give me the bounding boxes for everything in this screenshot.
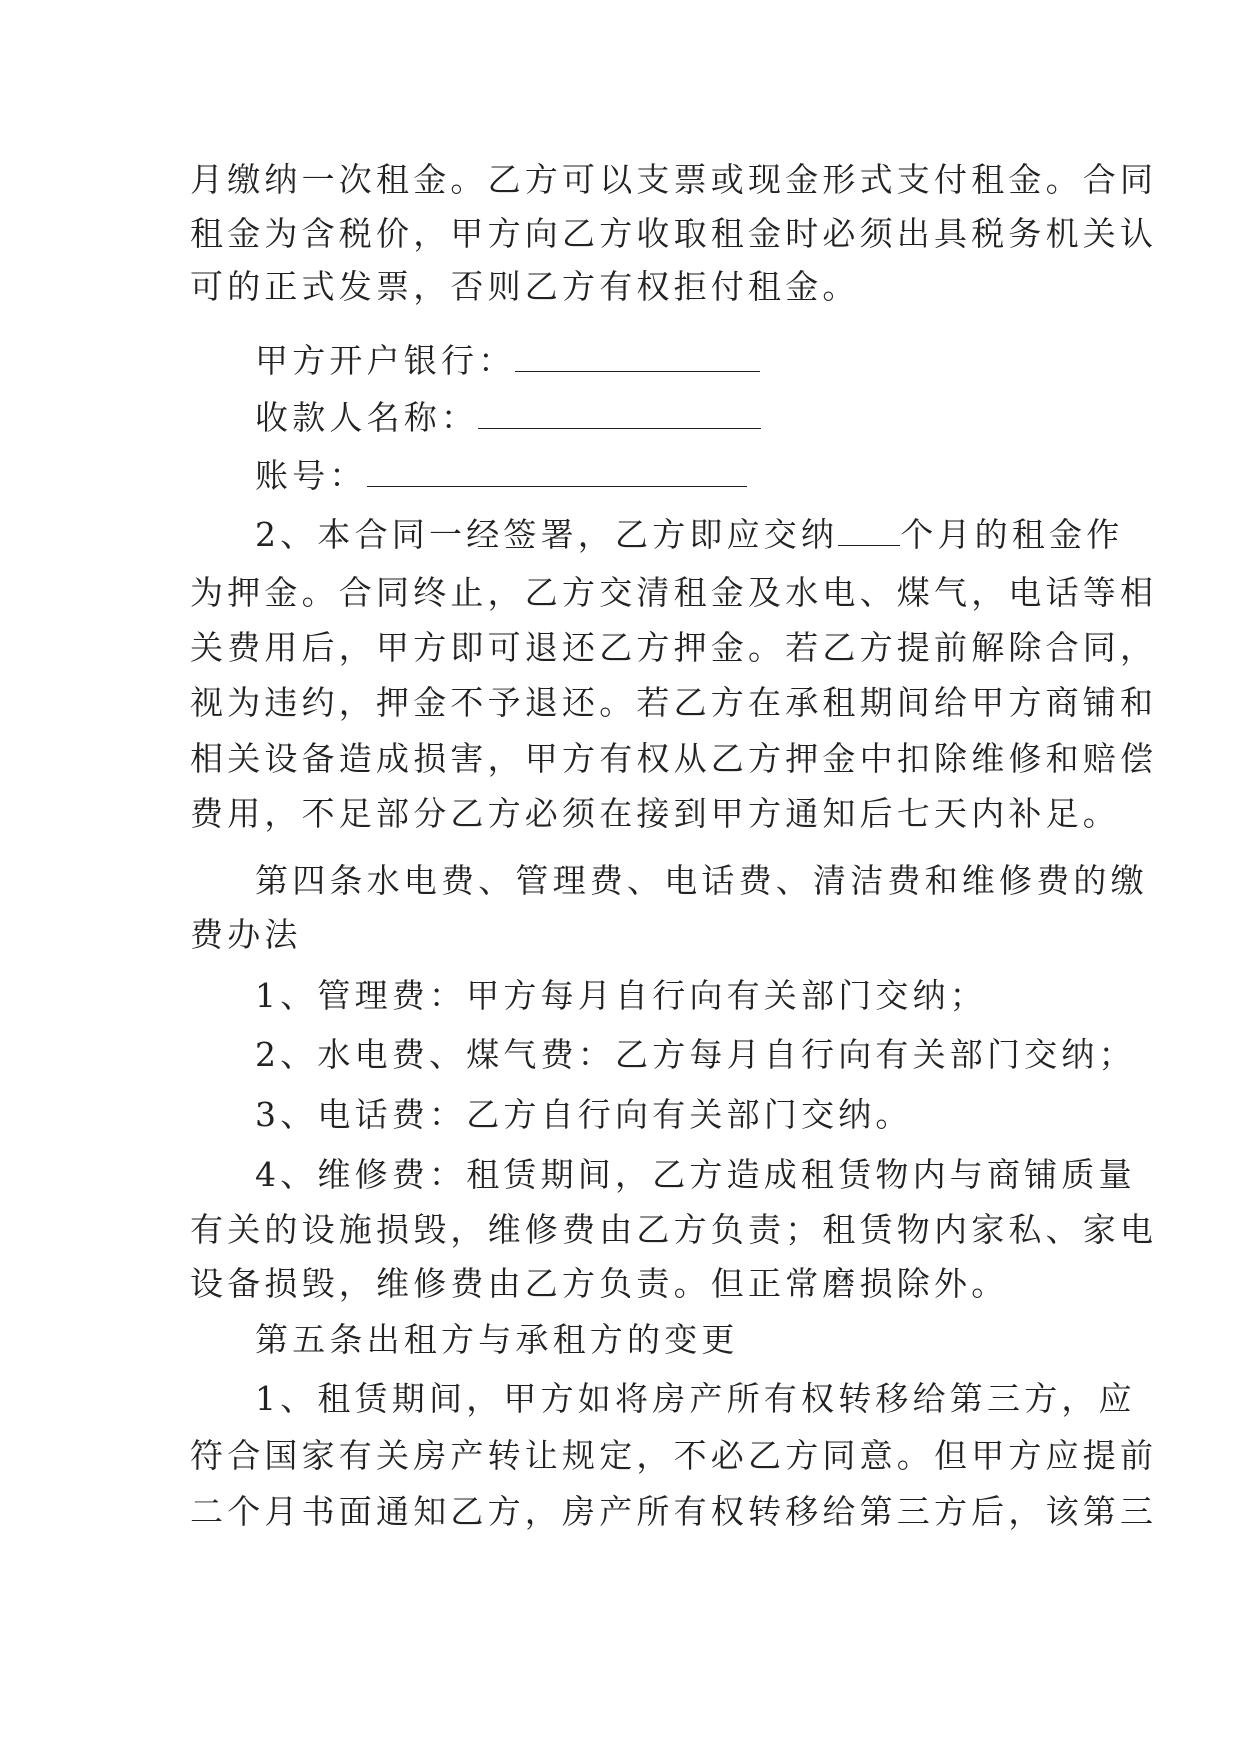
account-field — [255, 454, 747, 498]
bank-label: 甲方开户银行： — [255, 341, 516, 380]
paragraph-line: 为押金。合同终止，乙方交清租金及水电、煤气，电话等相 — [190, 573, 1158, 612]
section-heading: 第四条水电费、管理费、电话费、清洁费和维修费的缴 — [255, 861, 1148, 900]
bank-blank — [515, 341, 760, 372]
paragraph-line: 租金为含税价，甲方向乙方收取租金时必须出具税务机关认 — [190, 214, 1158, 253]
account-label: 账号： — [255, 456, 367, 495]
paragraph-line: 符合国家有关房产转让规定，不必乙方同意。但甲方应提前 — [190, 1436, 1158, 1475]
bank-field — [255, 339, 760, 383]
deposit-months-blank — [838, 515, 900, 546]
paragraph-line: 费用，不足部分乙方必须在接到甲方通知后七天内补足。 — [190, 794, 1120, 833]
paragraph-line: 费办法 — [190, 915, 302, 954]
deposit-clause-end: 个月的租金作 — [900, 515, 1124, 554]
deposit-clause-start: 2、本合同一经签署，乙方即应交纳 — [255, 515, 839, 554]
section-heading: 第五条出租方与承租方的变更 — [255, 1320, 739, 1359]
deposit-clause-line — [255, 513, 1123, 557]
list-item: 1、管理费：甲方每月自行向有关部门交纳； — [255, 976, 987, 1015]
payee-label: 收款人名称： — [255, 398, 479, 437]
paragraph-line: 相关设备造成损害，甲方有权从乙方押金中扣除维修和赔偿 — [190, 739, 1158, 778]
paragraph-line: 月缴纳一次租金。乙方可以支票或现金形式支付租金。合同 — [190, 160, 1158, 199]
list-item: 4、维修费：租赁期间，乙方造成租赁物内与商铺质量 — [255, 1155, 1136, 1194]
list-item: 1、租赁期间，甲方如将房产所有权转移给第三方，应 — [255, 1379, 1136, 1418]
payee-field — [255, 396, 761, 440]
paragraph-line: 设备损毁，维修费由乙方负责。但正常磨损除外。 — [190, 1264, 1009, 1303]
list-item: 3、电话费：乙方自行向有关部门交纳。 — [255, 1095, 913, 1134]
paragraph-line: 有关的设施损毁，维修费由乙方负责；租赁物内家私、家电 — [190, 1210, 1158, 1249]
paragraph-line: 二个月书面通知乙方，房产所有权转移给第三方后，该第三 — [190, 1492, 1158, 1531]
payee-blank — [478, 398, 761, 429]
paragraph-line: 可的正式发票，否则乙方有权拒付租金。 — [190, 267, 860, 306]
account-blank — [367, 456, 747, 487]
paragraph-line: 关费用后，甲方即可退还乙方押金。若乙方提前解除合同， — [190, 628, 1158, 667]
list-item: 2、水电费、煤气费：乙方每月自行向有关部门交纳； — [255, 1035, 1136, 1074]
paragraph-line: 视为违约，押金不予退还。若乙方在承租期间给甲方商铺和 — [190, 683, 1158, 722]
